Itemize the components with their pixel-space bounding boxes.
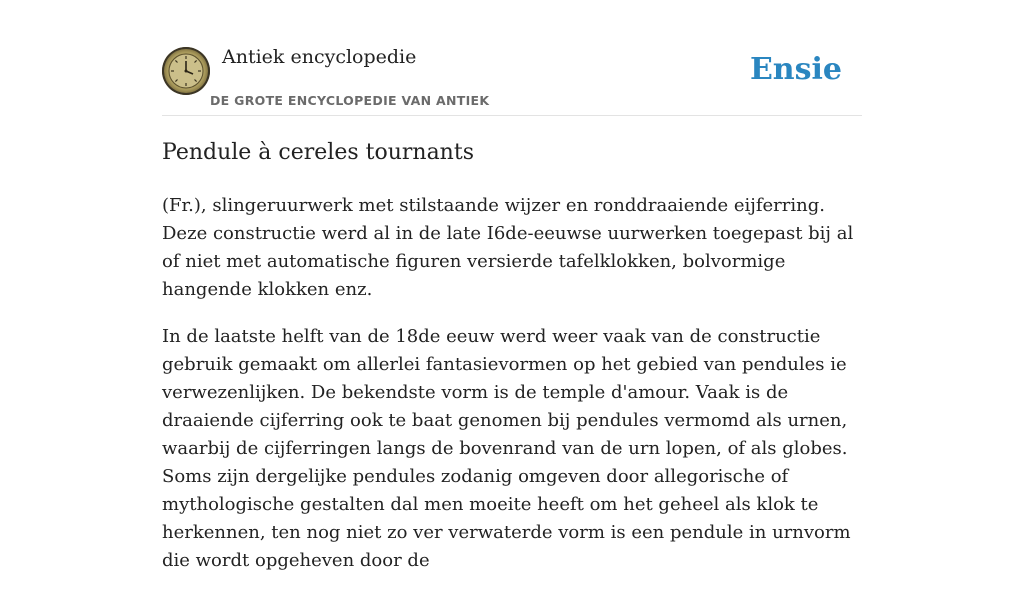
site-tagline: DE GROTE ENCYCLOPEDIE VAN ANTIEK: [210, 93, 490, 108]
article-body: [162, 192, 862, 594]
article-title: Pendule à cereles tournants: [162, 140, 474, 165]
content-container: [162, 0, 862, 571]
site-title[interactable]: Antiek encyclopedie: [222, 46, 417, 68]
article-paragraph: (Fr.), slingeruurwerk met stilstaande wijzer en ronddraaiende eijferring. Deze constructie werd al in de late I6de-eeuwse uurwerken toegepast bij al of niet met automatische figuren versierde tafelklokken, bolvormige hangende klokken enz.: [162, 195, 854, 300]
brand-logo-link[interactable]: Ensie: [749, 52, 842, 87]
clock-icon[interactable]: [162, 47, 210, 95]
article-paragraph: In de laatste helft van de 18de eeuw werd weer vaak van de constructie gebruik gemaakt om allerlei fantasievormen op het gebied van pendules ie verwezenlijken. De bekendste vorm is de temple d'amour. Vaak is de draaiende cijferring ook te baat genomen bij pendules vermomd als urnen, waarbij de cijferringen langs de bovenrand van de urn lopen, of als globes. Soms zijn dergelijke pendules zodanig omgeven door allegorische of mythologische gestalten dal men moeite heeft om het geheel als klok te herkennen, ten nog niet zo ver verwaterde vorm is een pendule in urnvorm die wordt opgeheven door de: [162, 326, 851, 571]
site-header: [162, 0, 862, 116]
